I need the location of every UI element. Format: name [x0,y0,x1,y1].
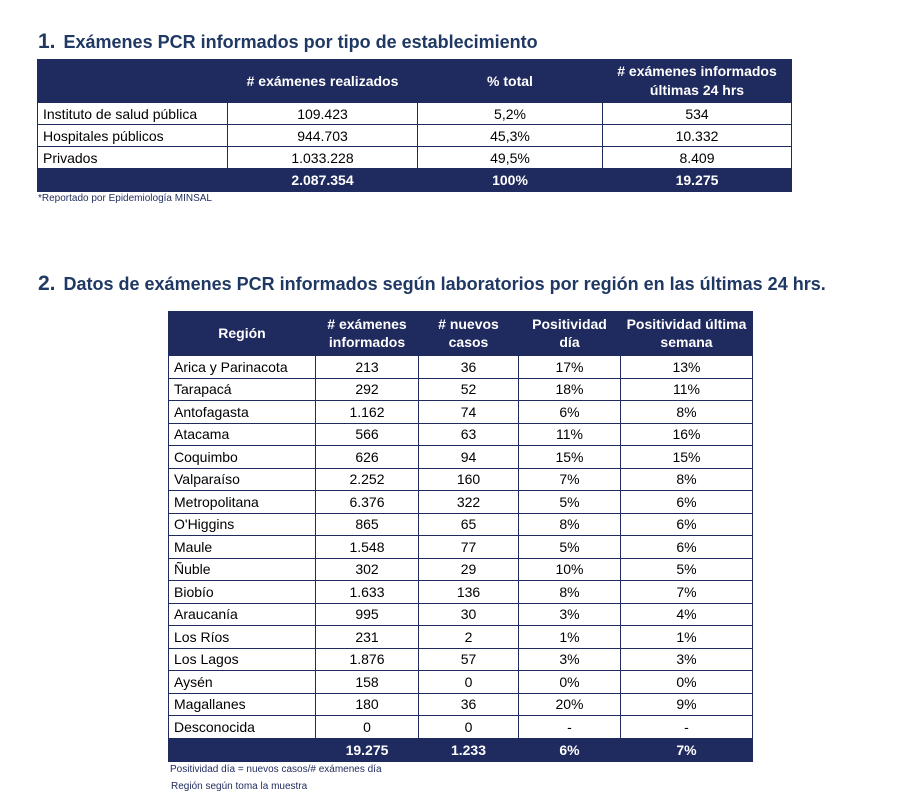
table-establishment [37,59,792,192]
table-cell: 49,5% [418,147,603,169]
total-cell: 1.233 [419,738,519,761]
table-row [169,378,753,401]
table-cell: 74 [419,401,519,424]
table-cell: 292 [316,378,419,401]
table-cell: 136 [419,581,519,604]
table-cell: 57 [419,648,519,671]
total-cell: 6% [519,738,621,761]
table-cell: 6% [621,536,753,559]
section2-heading [38,261,826,298]
total-cell: 19.275 [603,169,792,192]
table-cell: Aysén [169,671,316,694]
table1-header-cell: % total [418,60,603,103]
table-cell: 5% [519,491,621,514]
table-cell: 94 [419,446,519,469]
table-cell: 158 [316,671,419,694]
table-cell: 6% [621,513,753,536]
table-cell: 1% [519,626,621,649]
table-row [169,716,753,739]
table-row [38,103,792,125]
section1-number: 1. [38,30,56,53]
table2-footnote: Positividad día = nuevos casos/# exámenes día [170,764,382,775]
table-cell: 3% [621,648,753,671]
table-cell: Los Ríos [169,626,316,649]
table-row [169,513,753,536]
table-cell: 0 [419,671,519,694]
table-cell: 302 [316,558,419,581]
table-row [169,648,753,671]
table-row [169,468,753,491]
table2-header-row [169,312,753,356]
table-cell: 8.409 [603,147,792,169]
table-cell: 8% [519,513,621,536]
total-cell: 19.275 [316,738,419,761]
table-cell: 11% [519,423,621,446]
table-row [38,147,792,169]
table-row [169,626,753,649]
table2-header-cell: Positividad día [519,312,621,356]
table-cell: 1% [621,626,753,649]
table-cell: 10% [519,558,621,581]
table-cell: Valparaíso [169,468,316,491]
table-cell: 36 [419,693,519,716]
table-cell: 20% [519,693,621,716]
table-cell: 29 [419,558,519,581]
total-row [169,738,753,761]
table-cell: 5% [519,536,621,559]
table-cell: Tarapacá [169,378,316,401]
table-cell: 8% [621,401,753,424]
table-cell: Los Lagos [169,648,316,671]
total-cell: 100% [418,169,603,192]
table-cell: 865 [316,513,419,536]
table-cell: 1.876 [316,648,419,671]
table-row [169,491,753,514]
section2-number: 2. [38,272,56,295]
table-cell: 2.252 [316,468,419,491]
table-cell: Privados [38,147,228,169]
table-cell: Magallanes [169,693,316,716]
table-cell: 231 [316,626,419,649]
table-cell: 1.548 [316,536,419,559]
table-cell: 1.633 [316,581,419,604]
table-cell: 160 [419,468,519,491]
table-cell: 1.162 [316,401,419,424]
table-cell: 15% [519,446,621,469]
table-regions [168,311,753,762]
table-cell: 7% [621,581,753,604]
table-cell: Metropolitana [169,491,316,514]
table-cell: 16% [621,423,753,446]
table-cell: 4% [621,603,753,626]
table-cell: 534 [603,103,792,125]
section2-title: Datos de exámenes PCR informados según laboratorios por región en las últimas 24 hrs. [63,274,826,294]
table-row [169,356,753,379]
table-cell: Biobío [169,581,316,604]
table-row [169,581,753,604]
table2-header-cell: Positividad última semana [621,312,753,356]
table-cell: 9% [621,693,753,716]
table1-header-row [38,60,792,103]
table-cell: Atacama [169,423,316,446]
table1-header-cell [38,60,228,103]
table-cell: 36 [419,356,519,379]
table-cell: 30 [419,603,519,626]
table-cell: 566 [316,423,419,446]
table-cell: Antofagasta [169,401,316,424]
section1-heading [38,19,538,56]
table-row [169,423,753,446]
table-row [169,558,753,581]
table-cell: 5,2% [418,103,603,125]
table-row [169,671,753,694]
table-cell: Instituto de salud pública [38,103,228,125]
table-cell: 3% [519,603,621,626]
total-cell [169,738,316,761]
table2-header-cell: # nuevos casos [419,312,519,356]
table-cell: 5% [621,558,753,581]
table1-footnote: *Reportado por Epidemiología MINSAL [38,193,212,204]
table-cell: 6% [519,401,621,424]
table-cell: 7% [519,468,621,491]
table-cell: 65 [419,513,519,536]
table-cell: 11% [621,378,753,401]
table-row [169,536,753,559]
table-cell: 6% [621,491,753,514]
table-cell: 322 [419,491,519,514]
table-row [38,125,792,147]
table-cell: 0 [419,716,519,739]
table-row [169,693,753,716]
table-cell: 6.376 [316,491,419,514]
table-cell: 13% [621,356,753,379]
table-cell: 180 [316,693,419,716]
total-cell [38,169,228,192]
table-cell: - [519,716,621,739]
total-row [38,169,792,192]
table-cell: 10.332 [603,125,792,147]
table-cell: 109.423 [228,103,418,125]
table-cell: 17% [519,356,621,379]
table-cell: 0 [316,716,419,739]
table2-header-cell: # exámenes informados [316,312,419,356]
table-cell: 15% [621,446,753,469]
table-cell: 18% [519,378,621,401]
table-row [169,446,753,469]
table-cell: Arica y Parinacota [169,356,316,379]
table-cell: Araucanía [169,603,316,626]
table-cell: Coquimbo [169,446,316,469]
table-cell: 0% [621,671,753,694]
table-cell: 8% [519,581,621,604]
table-cell: 77 [419,536,519,559]
table2-footnote: Región según toma la muestra [171,781,308,792]
table-row [169,603,753,626]
table-cell: 52 [419,378,519,401]
table-cell: 995 [316,603,419,626]
table1-header-cell: # exámenes realizados [228,60,418,103]
section1-title: Exámenes PCR informados por tipo de establecimiento [63,32,538,52]
table-cell: 45,3% [418,125,603,147]
table-cell: 626 [316,446,419,469]
table-cell: Ñuble [169,558,316,581]
table-cell: Desconocida [169,716,316,739]
table1-header-cell: # exámenes informados últimas 24 hrs [603,60,792,103]
table-cell: - [621,716,753,739]
table-cell: 3% [519,648,621,671]
table-cell: 8% [621,468,753,491]
table-cell: 1.033.228 [228,147,418,169]
table-cell: Maule [169,536,316,559]
table-row [169,401,753,424]
table-cell: 944.703 [228,125,418,147]
table-cell: Hospitales públicos [38,125,228,147]
table-cell: 2 [419,626,519,649]
table-cell: 0% [519,671,621,694]
table2-header-cell: Región [169,312,316,356]
table-cell: 63 [419,423,519,446]
table-cell: O'Higgins [169,513,316,536]
total-cell: 7% [621,738,753,761]
table-cell: 213 [316,356,419,379]
total-cell: 2.087.354 [228,169,418,192]
